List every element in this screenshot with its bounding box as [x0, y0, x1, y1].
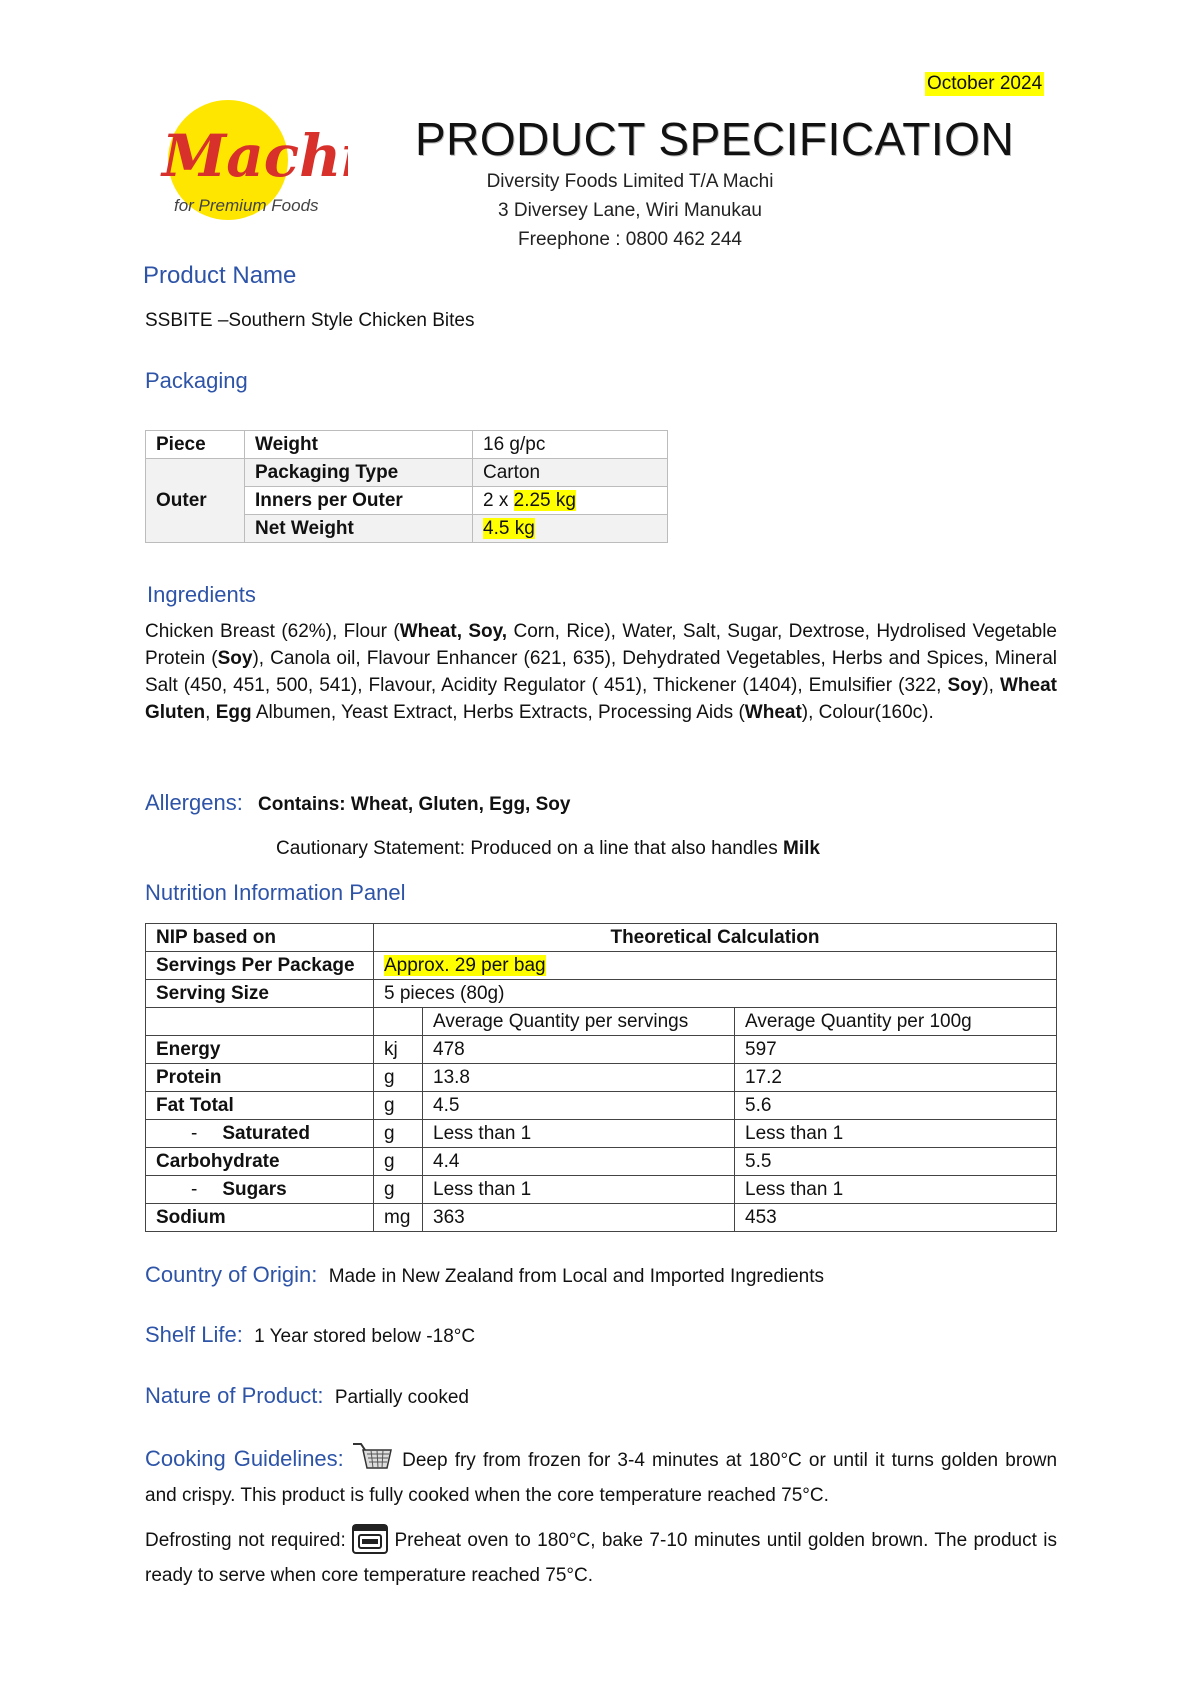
- column-header-serving: Average Quantity per servings: [423, 1008, 735, 1036]
- ingredients-heading: Ingredients: [147, 582, 256, 607]
- cooking-guidelines: [145, 1440, 1057, 1509]
- packaging-label: Packaging Type: [245, 459, 473, 487]
- table-row: [146, 1120, 1057, 1148]
- column-header-per-100g: Average Quantity per 100g: [735, 1008, 1057, 1036]
- packaging-value: 4.5 kg: [473, 515, 668, 543]
- nutrient-unit: kj: [374, 1036, 423, 1064]
- servings-label: Servings Per Package: [146, 952, 374, 980]
- packaging-label: Inners per Outer: [245, 487, 473, 515]
- company-name: Diversity Foods Limited T/A Machi: [486, 171, 774, 192]
- empty-cell: [374, 1008, 423, 1036]
- nutrient-per-100g: 17.2: [735, 1064, 1057, 1092]
- table-row: [146, 1148, 1057, 1176]
- shelf-life-heading: Shelf Life:: [145, 1322, 243, 1347]
- machi-logo: [148, 96, 348, 224]
- cooking-heading: Cooking Guidelines:: [145, 1446, 344, 1471]
- outer-label: Outer: [146, 459, 245, 543]
- piece-label: Piece: [146, 431, 245, 459]
- nutrient-name: - Sugars: [146, 1176, 374, 1204]
- nutrient-unit: g: [374, 1148, 423, 1176]
- packaging-value: Carton: [473, 459, 668, 487]
- nutrient-per-serving: Less than 1: [423, 1176, 735, 1204]
- nutrient-name: Protein: [146, 1064, 374, 1092]
- nature-value: Partially cooked: [334, 1387, 469, 1408]
- nutrient-name: Energy: [146, 1036, 374, 1064]
- nutrient-per-serving: 13.8: [423, 1064, 735, 1092]
- oven-guidelines: [145, 1524, 1057, 1589]
- nutrient-name: - Saturated: [146, 1120, 374, 1148]
- table-row: [146, 1036, 1057, 1064]
- nip-based-on-label: NIP based on: [146, 924, 374, 952]
- defrost-text: Defrosting not required:: [145, 1530, 346, 1551]
- fry-instructions: Deep fry from frozen for 3-4 minutes at 180°C or until it turns golden brown and crispy. This product is fully cooked when the core temperature reached 75°C.: [145, 1450, 1058, 1506]
- origin-line: [145, 1262, 824, 1288]
- packaging-value: 16 g/pc: [473, 431, 668, 459]
- page-title: PRODUCT SPECIFICATION: [415, 113, 1015, 165]
- nutrient-unit: g: [374, 1064, 423, 1092]
- shelf-life-line: [145, 1322, 475, 1348]
- origin-value: Made in New Zealand from Local and Imported Ingredients: [328, 1266, 825, 1287]
- nutrition-table: [145, 923, 1057, 1232]
- oven-instructions: Preheat oven to 180°C, bake 7-10 minutes until golden brown. The product is ready to serve when core temperature reached 75°C.: [145, 1530, 1057, 1586]
- servings-value: Approx. 29 per bag: [374, 952, 1057, 980]
- nutrient-per-100g: 5.6: [735, 1092, 1057, 1120]
- allergens-heading: Allergens:: [145, 790, 243, 815]
- ingredients-text: Chicken Breast (62%), Flour (Wheat, Soy, Corn, Rice), Water, Salt, Sugar, Dextrose, Hydrolised Vegetable Protein (Soy), Canola oil, Flavour Enhancer (621, 635), Dehydrated Vegetables, Herbs and Spices, Mineral Salt (450, 451, 500, 541), Flavour, Acidity Regulator ( 451), Thickener (1404), Emulsifier (322, Soy), Wheat Gluten, Egg Albumen, Yeast Extract, Herbs Extracts, Processing Aids (Wheat), Colour(160c).: [145, 621, 1057, 723]
- logo-wordmark: Machi: [162, 122, 348, 190]
- table-row: [146, 1204, 1057, 1232]
- company-address-block: [450, 167, 810, 254]
- nip-based-on-value: Theoretical Calculation: [374, 924, 1057, 952]
- allergens-contains: Contains: Wheat, Gluten, Egg, Soy: [258, 794, 571, 815]
- packaging-heading: Packaging: [145, 368, 248, 393]
- nutrient-per-serving: 478: [423, 1036, 735, 1064]
- table-row: [146, 1092, 1057, 1120]
- nutrient-per-serving: 4.4: [423, 1148, 735, 1176]
- company-address: 3 Diversey Lane, Wiri Manukau: [498, 200, 762, 221]
- serving-size-value: 5 pieces (80g): [374, 980, 1057, 1008]
- packaging-table: [145, 430, 668, 543]
- table-row: [146, 980, 1057, 1008]
- nutrient-unit: g: [374, 1092, 423, 1120]
- nutrient-per-serving: 363: [423, 1204, 735, 1232]
- company-phone: Freephone : 0800 462 244: [518, 229, 742, 250]
- nutrient-per-100g: Less than 1: [735, 1120, 1057, 1148]
- nutrient-name: Sodium: [146, 1204, 374, 1232]
- origin-heading: Country of Origin:: [145, 1262, 318, 1287]
- table-row: [146, 459, 668, 487]
- product-name: SSBITE –Southern Style Chicken Bites: [145, 310, 475, 331]
- table-row: [146, 924, 1057, 952]
- cautionary-statement: Cautionary Statement: Produced on a line that also handles Milk: [276, 838, 820, 859]
- nature-line: [145, 1383, 469, 1409]
- table-row: [146, 431, 668, 459]
- fryer-basket-icon: [351, 1440, 395, 1482]
- nutrient-unit: g: [374, 1120, 423, 1148]
- table-row: [146, 1176, 1057, 1204]
- serving-size-label: Serving Size: [146, 980, 374, 1008]
- packaging-label: Net Weight: [245, 515, 473, 543]
- nutrient-per-serving: Less than 1: [423, 1120, 735, 1148]
- table-row: [146, 1064, 1057, 1092]
- table-header-row: [146, 1008, 1057, 1036]
- nutrient-unit: mg: [374, 1204, 423, 1232]
- nutrient-per-serving: 4.5: [423, 1092, 735, 1120]
- nutrient-per-100g: 597: [735, 1036, 1057, 1064]
- nutrient-name: Carbohydrate: [146, 1148, 374, 1176]
- nip-heading: Nutrition Information Panel: [145, 880, 406, 905]
- packaging-value: 2 x 2.25 kg: [473, 487, 668, 515]
- product-name-heading: Product Name: [143, 262, 297, 289]
- nutrient-per-100g: 5.5: [735, 1148, 1057, 1176]
- oven-icon: [352, 1524, 388, 1562]
- nutrient-per-100g: Less than 1: [735, 1176, 1057, 1204]
- nutrient-per-100g: 453: [735, 1204, 1057, 1232]
- logo-tagline: for Premium Foods: [174, 196, 319, 215]
- nutrient-name: Fat Total: [146, 1092, 374, 1120]
- nutrient-unit: g: [374, 1176, 423, 1204]
- shelf-life-value: 1 Year stored below -18°C: [254, 1326, 476, 1347]
- packaging-label: Weight: [245, 431, 473, 459]
- document-date: October 2024: [927, 73, 1043, 94]
- table-row: [146, 952, 1057, 980]
- nature-heading: Nature of Product:: [145, 1383, 324, 1408]
- empty-cell: [146, 1008, 374, 1036]
